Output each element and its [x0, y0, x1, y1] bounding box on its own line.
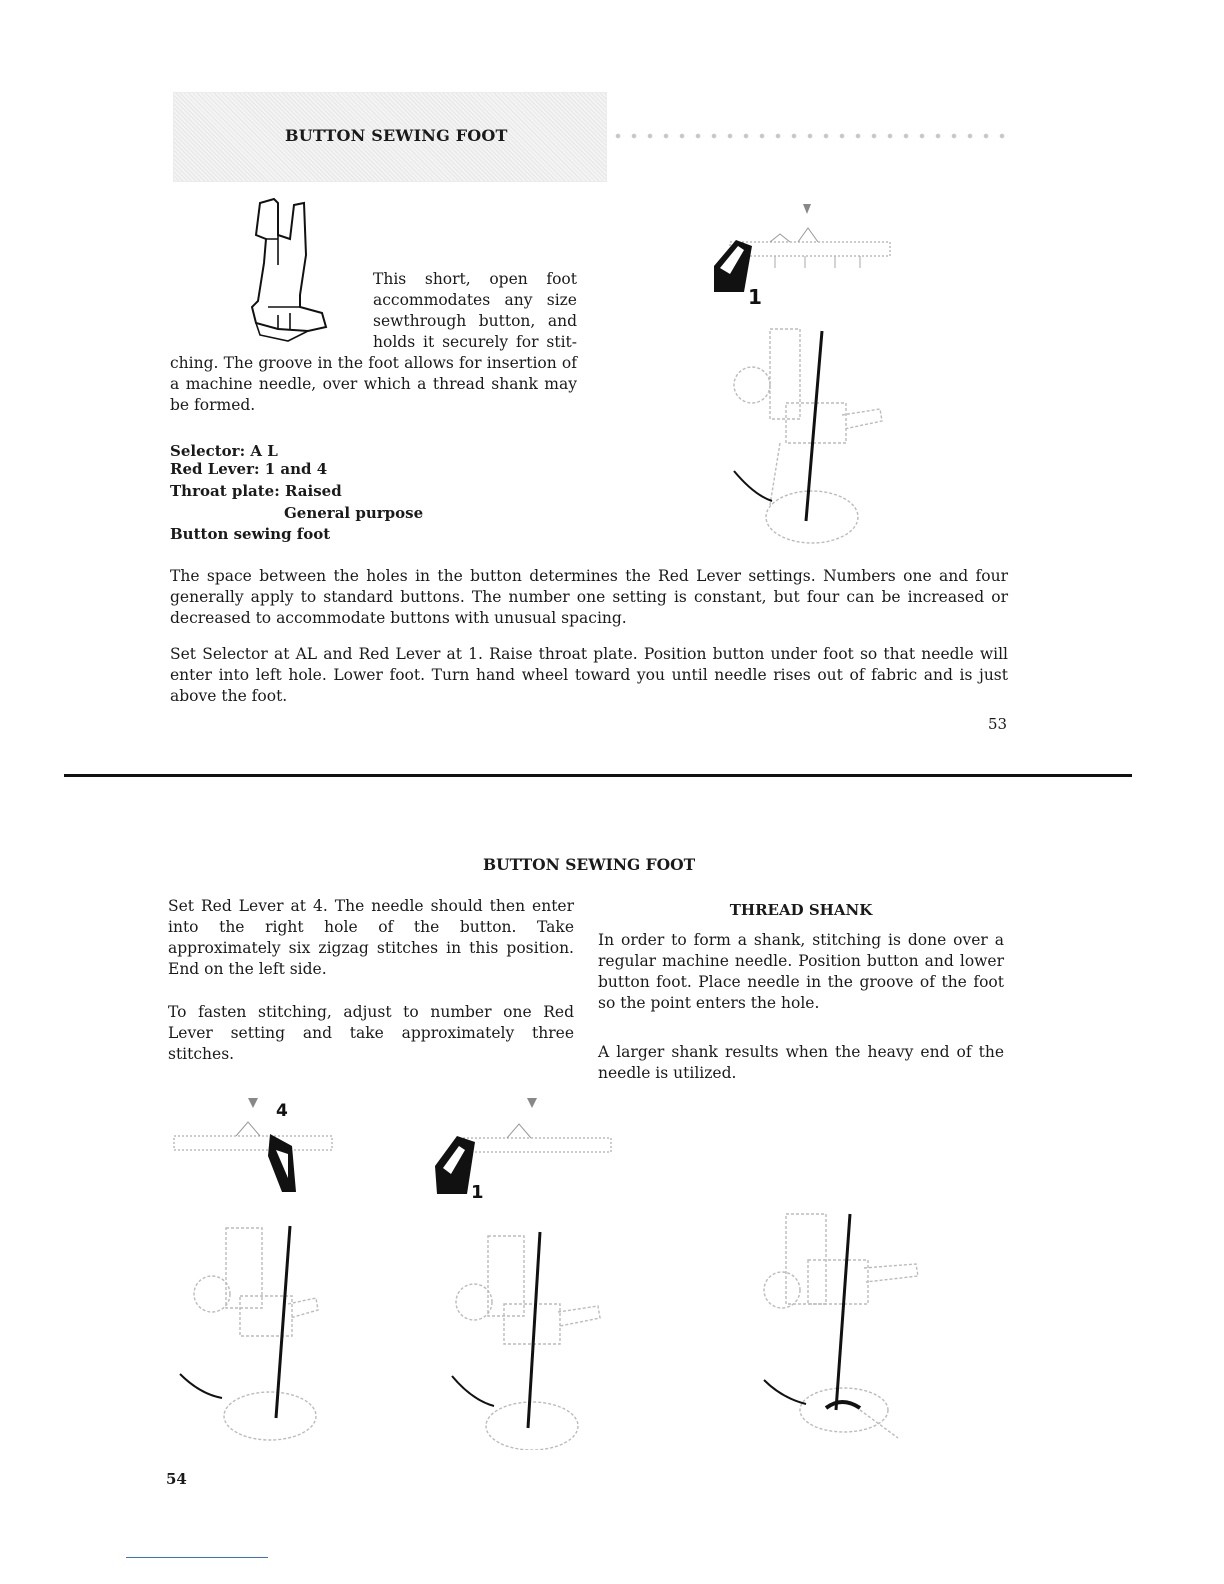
lever-number: 4	[276, 1101, 288, 1121]
dotted-rule	[610, 131, 1010, 141]
setting-general-purpose: General purpose	[284, 504, 424, 522]
paragraph-thread-shank: In order to form a shank, stitching is done over a regular machine needle. Position button and lower button foot. Place needle in the groove of the foot so the point enters the hole.	[598, 931, 1004, 1012]
paragraph-instructions: Set Selector at AL and Red Lever at 1. Raise throat plate. Position button under foot so that needle will enter into left hole. Lower foot. Turn hand wheel toward you until needle rises out of fabric and is just above the foot.	[170, 645, 1008, 705]
needle-foot-illustration	[730, 325, 900, 555]
page-number: 54	[166, 1470, 187, 1488]
intro-line: accommodates any size	[373, 291, 577, 309]
intro-line: holds it securely for stit-	[373, 333, 577, 351]
intro-text-continued: ching. The groove in the foot allows for insertion of a machine needle, over which a thread shank may be formed.	[170, 354, 577, 414]
page-divider	[64, 774, 1132, 777]
needle-foot-illustration	[176, 1222, 326, 1442]
red-lever-dial-illustration	[700, 196, 900, 308]
setting-selector: Selector: A L	[170, 442, 278, 460]
pointer-icon	[803, 204, 811, 214]
lever-number: 1	[748, 285, 762, 308]
red-lever-dial-illustration	[170, 1094, 340, 1194]
paragraph-red-lever-4: Set Red Lever at 4. The needle should then enter into the right hole of the button. Take approximately six zigzag stitches in this position. End on the left side.	[168, 897, 574, 978]
lever-number: 1	[471, 1182, 484, 1203]
page-heading: BUTTON SEWING FOOT	[285, 126, 508, 145]
pointer-icon	[527, 1098, 537, 1108]
intro-line: This short, open foot	[373, 270, 577, 288]
intro-line: sewthrough button, and	[373, 312, 577, 330]
setting-throat-plate: Throat plate: Raised	[170, 482, 342, 500]
page-heading: BUTTON SEWING FOOT	[483, 855, 696, 874]
page-number: 53	[988, 715, 1008, 733]
pointer-icon	[248, 1098, 258, 1108]
footer-line	[126, 1557, 268, 1558]
subheading: THREAD SHANK	[729, 901, 873, 919]
paragraph-red-lever: The space between the holes in the button determines the Red Lever settings. Numbers one and four generally apply to standard buttons. The number one setting is constant, but four can be increased or decreased to accommodate buttons with unusual spacing.	[170, 567, 1008, 627]
needle-foot-illustration	[448, 1230, 608, 1450]
paragraph-fasten: To fasten stitching, adjust to number one Red Lever setting and take approximately three stitches.	[168, 1003, 574, 1063]
intro-text-right	[373, 269, 577, 353]
red-lever-dial-illustration	[425, 1094, 620, 1206]
paragraph-larger-shank: A larger shank results when the heavy end of the needle is utilized.	[598, 1043, 1004, 1082]
setting-red-lever: Red Lever: 1 and 4	[170, 460, 328, 478]
presser-foot-illustration	[238, 195, 333, 347]
setting-foot: Button sewing foot	[170, 525, 331, 543]
needle-foot-illustration	[760, 1210, 930, 1450]
